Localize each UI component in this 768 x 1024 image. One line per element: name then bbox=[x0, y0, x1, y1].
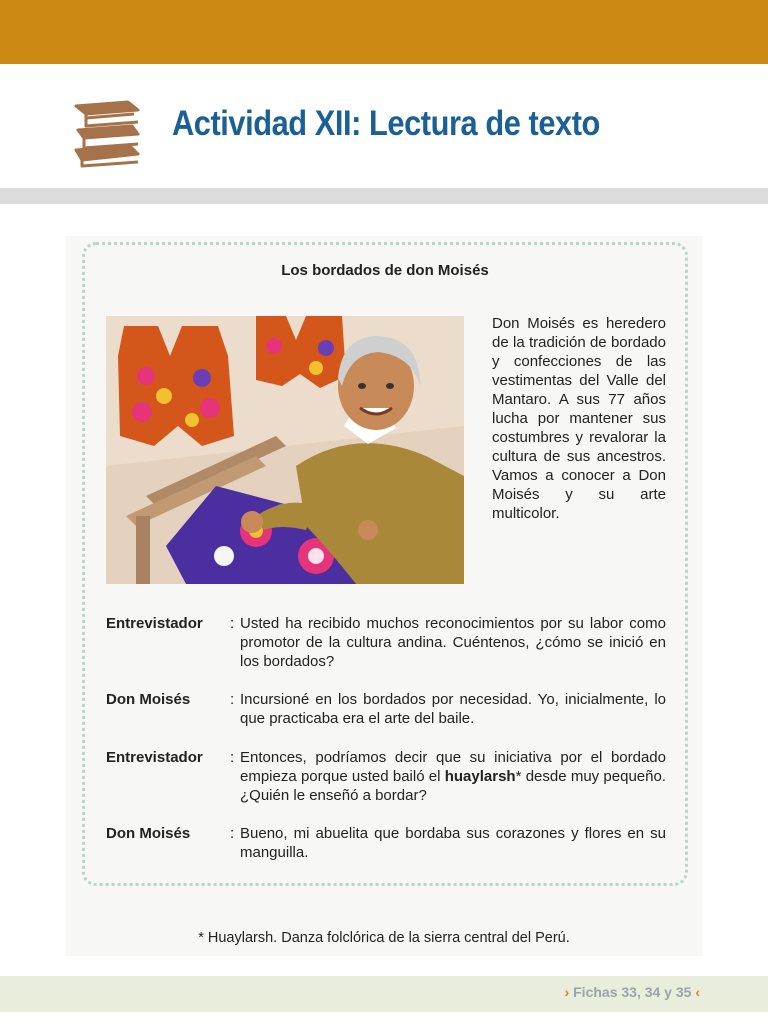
footnote: * Huaylarsh. Danza folclórica de la sierra central del Perú. bbox=[198, 930, 570, 946]
dialogue-text: Incursioné en los bordados por necesidad. Yo, inicialmente, lo que practicaba era el arte del baile. bbox=[240, 691, 666, 727]
top-bar bbox=[0, 0, 768, 64]
chevron-right-icon: › bbox=[564, 984, 570, 1000]
speaker-name: Entrevistador bbox=[106, 615, 203, 632]
dialogue-text-start: Entonces, podríamos decir que su iniciativa por el bordado empieza porque usted bailó el bbox=[240, 749, 666, 785]
dialogue-text: Bueno, mi abuelita que bordaba sus corazones y flores en su manguilla. bbox=[240, 825, 666, 861]
speaker-name: Don Moisés bbox=[106, 825, 191, 842]
speaker-colon: : bbox=[230, 691, 235, 708]
page-title: Actividad XII: Lectura de texto bbox=[172, 104, 600, 143]
reading-title: Los bordados de don Moisés bbox=[281, 262, 489, 279]
dialogue-text: Usted ha recibido muchos reconocimientos por su labor como promotor de la cultura andina. Cuéntenos, ¿cómo se inició en los bordados? bbox=[240, 615, 666, 670]
page-reference-label: Fichas 33, 34 y 35 bbox=[573, 984, 692, 1000]
speaker-colon: : bbox=[230, 825, 235, 842]
dialogue-text bbox=[240, 748, 666, 805]
dance-term: huaylarsh bbox=[444, 768, 516, 785]
speaker-colon: : bbox=[230, 749, 235, 766]
speaker-name: Entrevistador bbox=[106, 749, 203, 766]
speaker-name: Don Moisés bbox=[106, 691, 191, 708]
speaker-colon: : bbox=[230, 615, 235, 632]
intro-paragraph: Don Moisés es heredero de la tradición de bordado y confecciones de las vestimentas del Valle del Mantaro. A sus 77 años lucha por mantener sus costumbres y revalorar la cultura de sus ancestros. Vamos a conocer a Don Moisés y su arte multicolor. bbox=[492, 315, 666, 522]
chevron-left-icon: ‹ bbox=[695, 984, 700, 1000]
divider-band bbox=[0, 188, 768, 204]
page-reference bbox=[565, 984, 700, 1000]
books-icon bbox=[72, 98, 142, 168]
dialogue-text-end: * desde muy pequeño. ¿Quién le enseñó a bordar? bbox=[240, 768, 666, 804]
embroiderer-illustration bbox=[106, 316, 464, 584]
